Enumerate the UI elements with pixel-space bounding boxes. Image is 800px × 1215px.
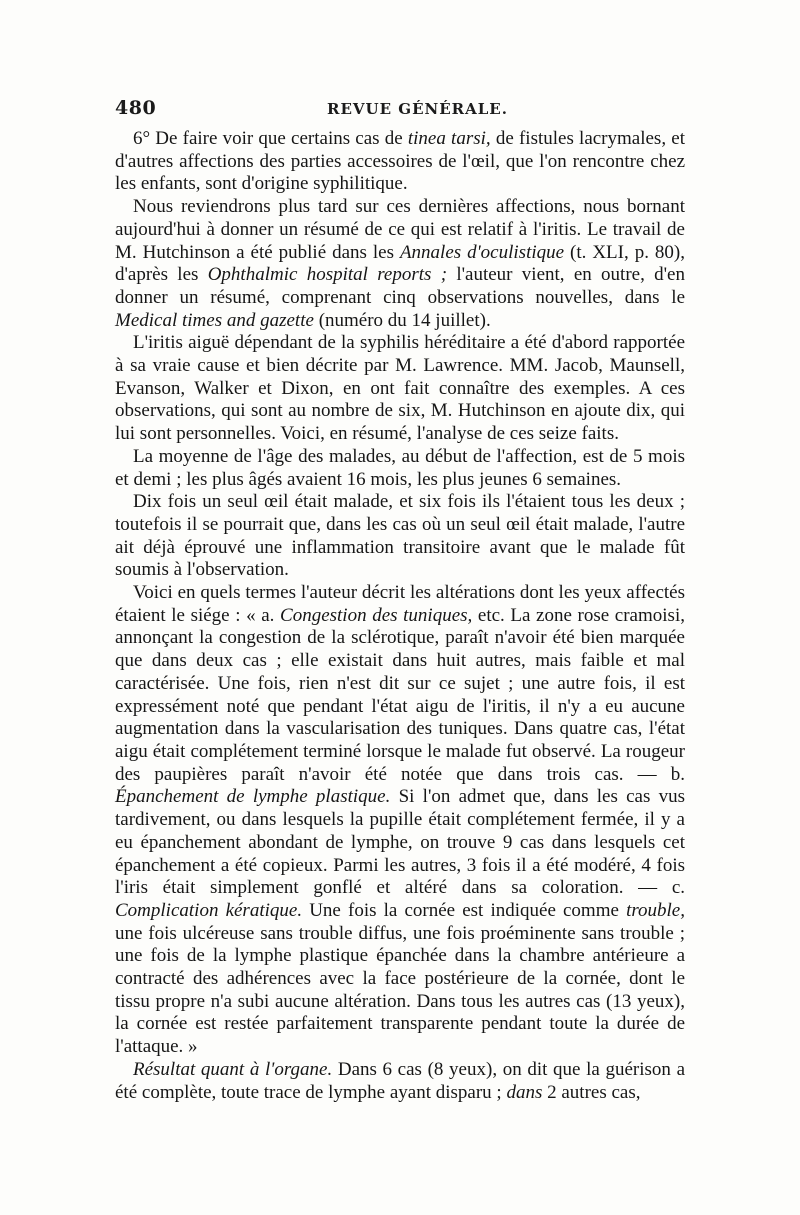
italic-text: trouble, [626, 899, 685, 921]
italic-text: Ophthalmic hospital reports ; [207, 264, 448, 286]
text-run: Une fois la cornée est indiquée comme [302, 899, 627, 921]
paragraph [115, 196, 685, 332]
text-run: Dans 6 cas (8 yeux), on dit que la guérison a été complète, toute trace de lymphe ayant disparu ; [115, 1058, 686, 1103]
text-run: Nous reviendrons plus tard sur ces dernières affections, nous bornant aujourd'hui à donner un résumé de ce qui est relatif à l'iritis. Le travail de M. Hutchinson a été publié dans les [115, 196, 685, 263]
italic-text: Annales d'oculistique [399, 241, 565, 263]
paragraph [115, 582, 685, 1059]
text-run: Voici en quels termes l'auteur décrit les altérations dont les yeux affectés étaient le siége : « a. [115, 582, 685, 626]
text-run: (t. XLI, p. 80), d'après les [115, 241, 685, 286]
italic-text: Épanchement de lymphe plastique. [115, 786, 391, 808]
text-run: Si l'on admet que, dans les cas vus tardivement, ou dans lesquels la pupille était complétement fermée, il y a eu épanchement abondant de lymphe, on trouve 9 cas dans lesquels cet épanchement a été copieux. Parmi les autres, 3 fois il a été modéré, 4 fois l'iris était simplement gonflé et altéré dans sa coloration. — c. [115, 786, 685, 899]
paragraph [115, 446, 685, 491]
page-header [115, 97, 685, 123]
text-run: L'iritis aiguë dépendant de la syphilis héréditaire a été d'abord rapportée à sa vraie cause et bien décrite par M. Lawrence. MM. Jacob, Maunsell, Evanson, Walker et Dixon, en ont fait connaître des exemples. A ces observations, qui sont au nombre de six, M. Hutchinson en ajoute dix, qui lui sont personnelles. Voici, en résumé, l'analyse de ces seize faits. [115, 332, 685, 445]
text-run: l'auteur vient, en outre, d'en donner un résumé, comprenant cinq observations nouvelles, dans le [115, 264, 685, 308]
italic-text: dans [506, 1081, 543, 1103]
italic-text: Résultat quant à l'organe. [133, 1058, 333, 1080]
text-run: Dix fois un seul œil était malade, et six fois ils l'étaient tous les deux ; toutefois il se pourrait que, dans les cas où un seul œil était malade, l'autre ait déjà éprouvé une inflammation transitoire avant que le malade fût soumis à l'observation. [115, 491, 685, 581]
text-run: La moyenne de l'âge des malades, au début de l'affection, est de 5 mois et demi ; les plus âgés avaient 16 mois, les plus jeunes 6 semaines. [115, 445, 685, 490]
body-text [115, 128, 685, 1104]
text-run: (numéro du 14 juillet). [313, 309, 491, 331]
italic-text: Congestion des tuniques, [280, 604, 473, 626]
paragraph [115, 491, 685, 582]
text-run: une fois ulcéreuse sans trouble diffus, une fois proéminente sans trouble ; une fois de la lymphe plastique épanchée dans la chambre antérieure a contracté des adhérences avec la face postérieure de la cornée, dont le tissu propre n'a subi aucune altération. Dans tous les autres cas (13 yeux), la cornée est restée parfaitement transparente pendant toute la durée de l'attaque. » [115, 922, 685, 1058]
text-run: 6° De faire voir que certains cas de [133, 128, 408, 149]
paragraph [115, 1059, 685, 1104]
page-number: 480 [115, 97, 157, 119]
text-run: etc. La zone rose cramoisi, annonçant la congestion de la sclérotique, paraît n'avoir été bien marquée que dans deux cas ; elle existait dans huit autres, mais faible et mal caractérisée. Une fois, rien n'est dit sur ce sujet ; une autre fois, il est expressément noté que pendant l'état aigu de l'iritis, il n'y a eu aucune augmentation dans la vascularisation des tuniques. Dans quatre cas, l'état aigu était complétement terminé lorsque le malade fut observé. La rougeur des paupières paraît n'avoir été notée que dans trois cas. — b. [115, 604, 685, 785]
text-run: 2 autres cas, [542, 1081, 641, 1103]
paragraph [115, 332, 685, 446]
italic-text: tinea tarsi, [407, 128, 491, 149]
text-run: de fistules lacrymales, et d'autres affections des parties accessoires de l'œil, que l'on rencontre chez les enfants, sont d'origine syphilitique. [115, 128, 685, 195]
running-head: REVUE GÉNÉRALE. [327, 100, 508, 118]
italic-text: Complication kératique. [115, 899, 303, 921]
paragraph [115, 128, 685, 196]
italic-text: Medical times and gazette [115, 309, 314, 331]
